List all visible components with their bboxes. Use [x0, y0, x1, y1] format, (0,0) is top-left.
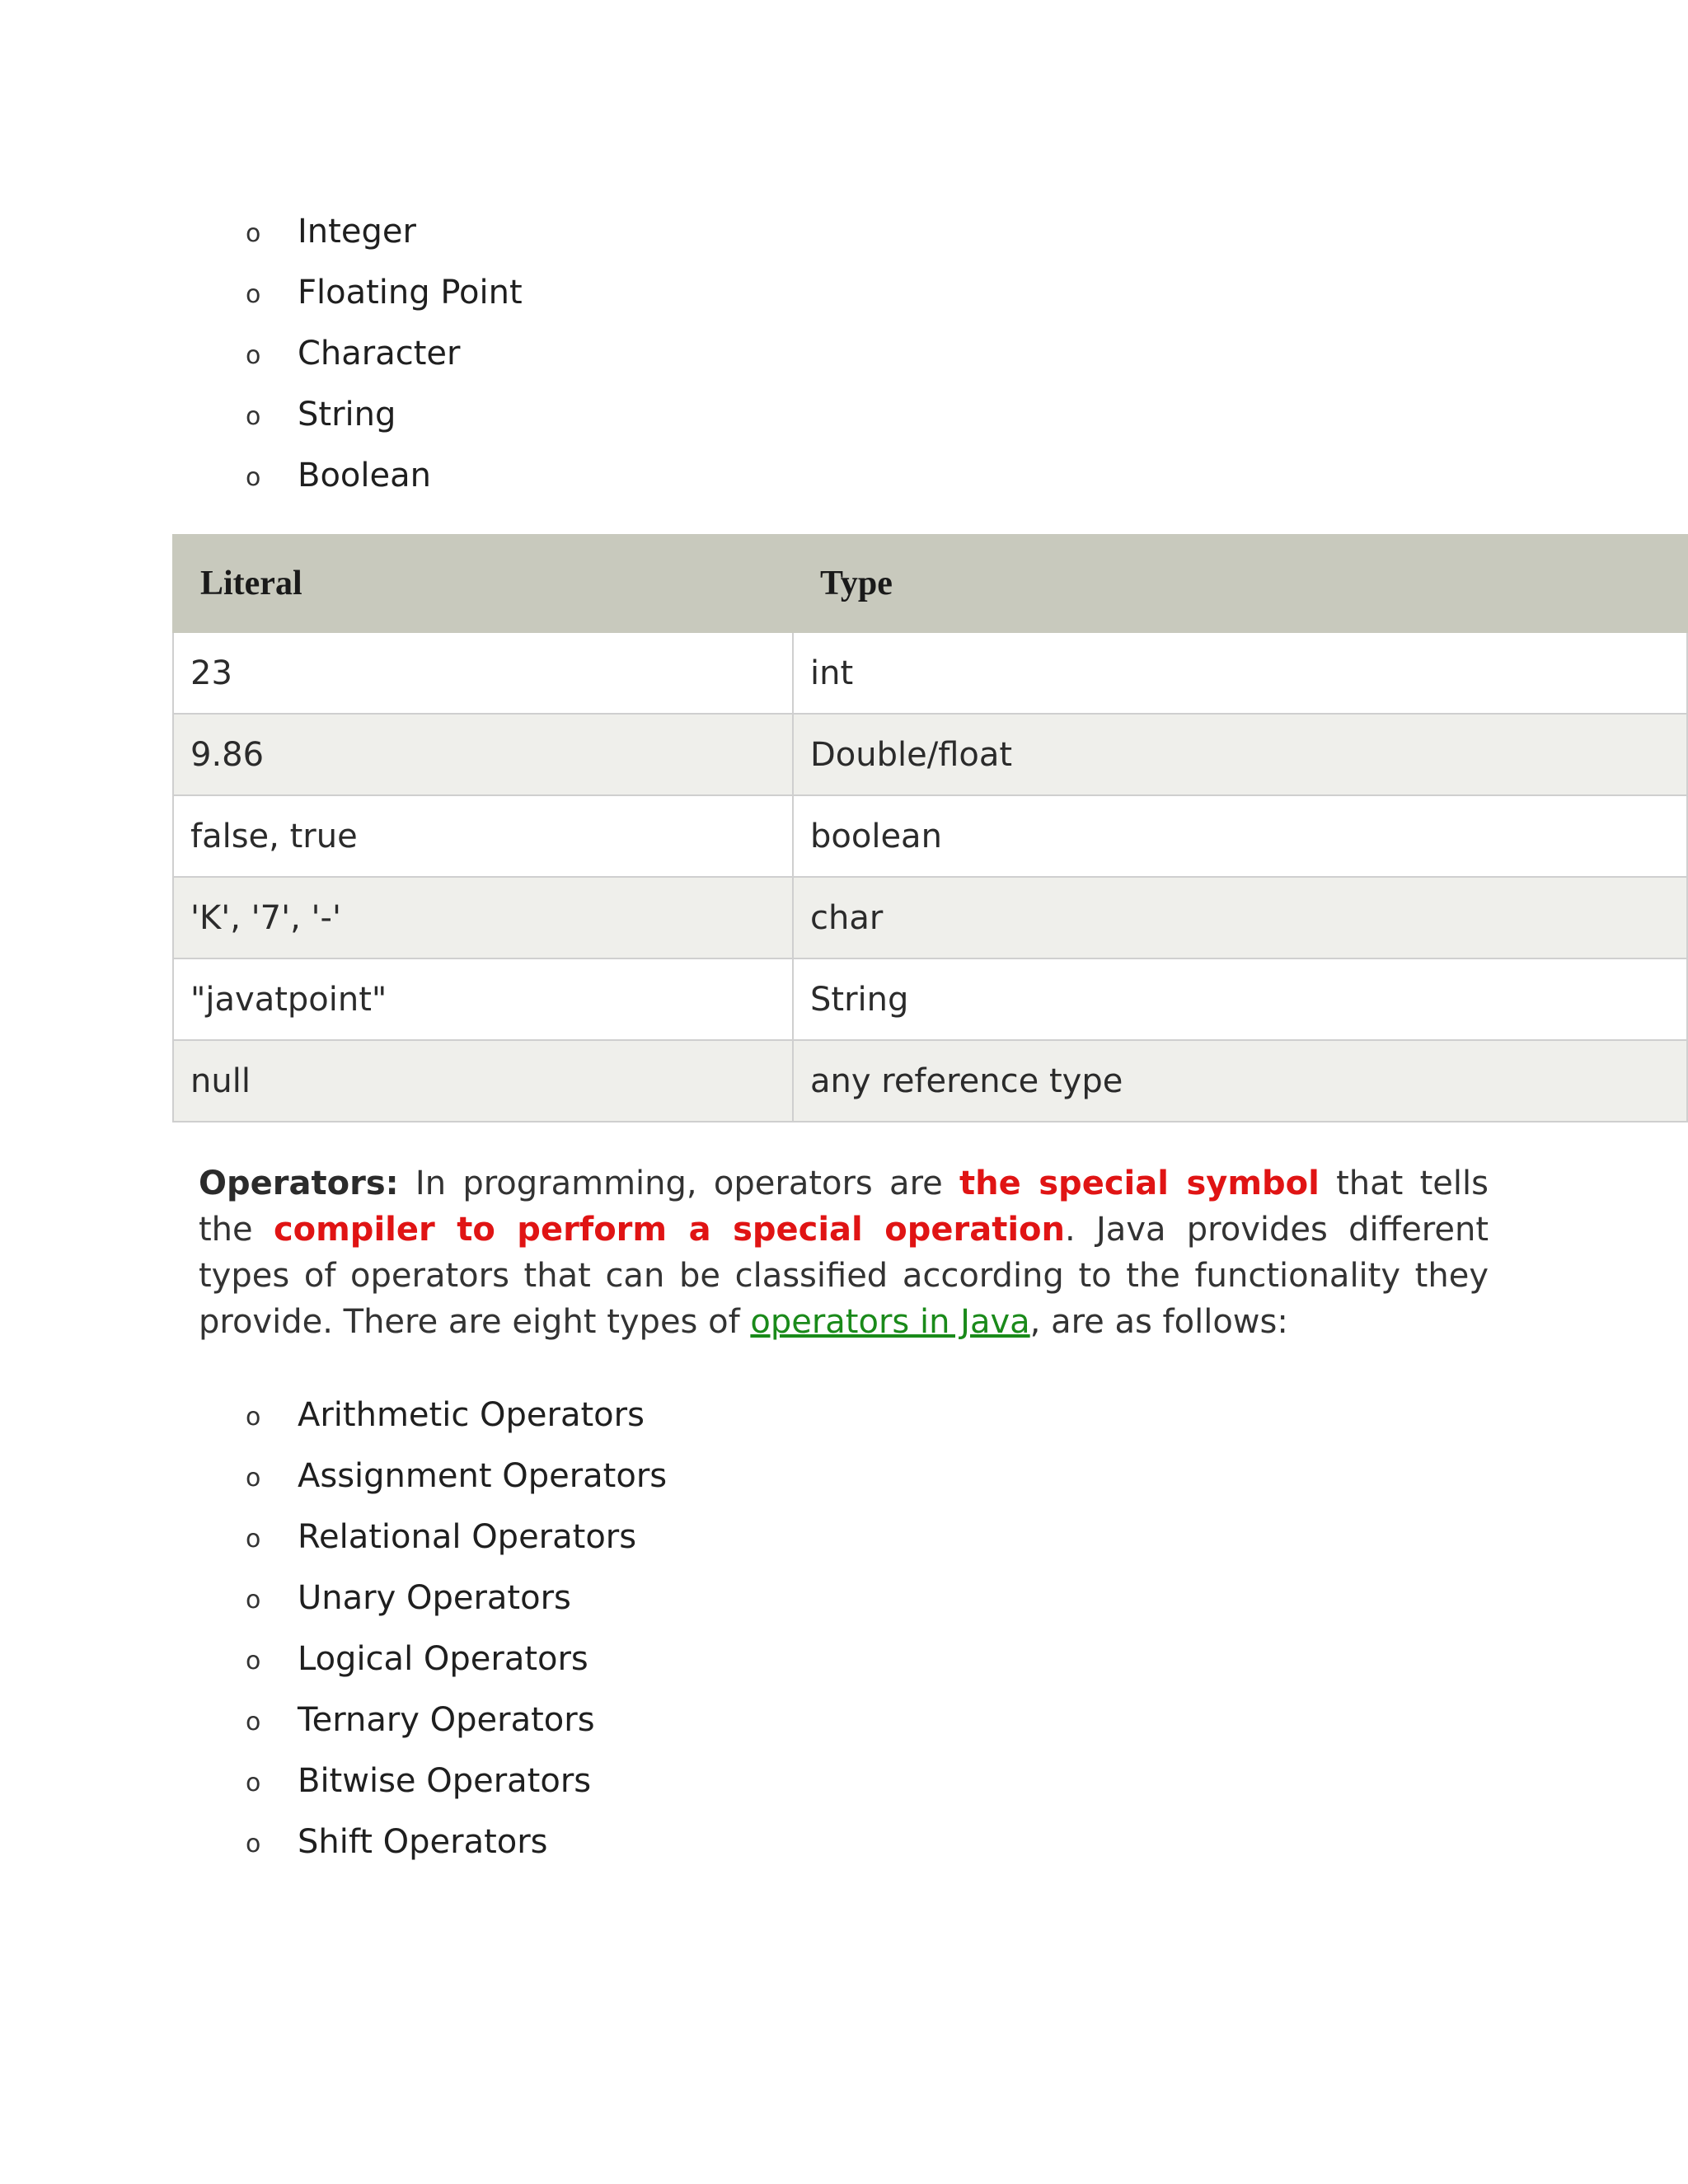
literal-type-table: [172, 534, 1688, 1122]
document-page: o Integer o Floating Point o Character o String o Boolean Literal Type 23 int 9.86 Double/float false, true boolean 'K', '7', '-' char "javatpoint" String null any reference type Operators: In programming, operators are the special symbol that tells the compiler to perform a special operation. Java provides different types of operators that can be classified according to the functionality they provide. There are eight types of operators in Java, are as follows: o Arithmetic Operators o Assignment Operators o Relational Operators o Unary Operators o Logical Operators o Ternary Operators o Bitwise Operators o Shift Operators: [0, 0, 1688, 2184]
literal-cell: 'K', '7', '-': [173, 877, 793, 958]
table-row: [173, 632, 1687, 714]
table-row: [173, 714, 1687, 795]
bullet-icon: o: [246, 463, 261, 492]
literal-cell: 23: [173, 632, 793, 714]
table-row: [173, 795, 1687, 877]
literal-cell: 9.86: [173, 714, 793, 795]
bullet-icon: o: [246, 280, 261, 309]
literal-cell: null: [173, 1040, 793, 1122]
type-cell: char: [793, 877, 1687, 958]
bullet-icon: o: [246, 219, 261, 248]
bullet-icon: o: [246, 1708, 261, 1736]
table-row: [173, 877, 1687, 958]
highlight-text: the special symbol: [959, 1165, 1320, 1202]
literal-cell: false, true: [173, 795, 793, 877]
bullet-icon: o: [246, 1586, 261, 1615]
bullet-icon: o: [246, 1403, 261, 1432]
type-cell: boolean: [793, 795, 1687, 877]
header-type: Type: [793, 535, 1687, 632]
type-cell: Double/float: [793, 714, 1687, 795]
bullet-icon: o: [246, 402, 261, 431]
bullet-icon: o: [246, 1464, 261, 1493]
highlight-text: compiler to perform a special operation: [273, 1211, 1066, 1249]
type-cell: any reference type: [793, 1040, 1687, 1122]
type-cell: String: [793, 958, 1687, 1040]
bullet-icon: o: [246, 1647, 261, 1675]
operators-in-java-link[interactable]: operators in Java: [750, 1303, 1030, 1341]
table-row: [173, 1040, 1687, 1122]
bullet-icon: o: [246, 1830, 261, 1858]
table-header-row: [173, 535, 1687, 632]
bullet-icon: o: [246, 1525, 261, 1554]
operators-paragraph: Operators: In programming, operators are the special symbol that tells the compiler to perform a special operation. Java provides different types of operators that can be classified according to the functionality they provide. There are eight types of operators in Java, are as follows:: [199, 1165, 1489, 1341]
type-cell: int: [793, 632, 1687, 714]
bullet-icon: o: [246, 1769, 261, 1797]
bullet-icon: o: [246, 341, 261, 370]
operators-lead: Operators:: [199, 1165, 399, 1202]
literal-cell: "javatpoint": [173, 958, 793, 1040]
table-row: [173, 958, 1687, 1040]
header-literal: Literal: [173, 535, 793, 632]
